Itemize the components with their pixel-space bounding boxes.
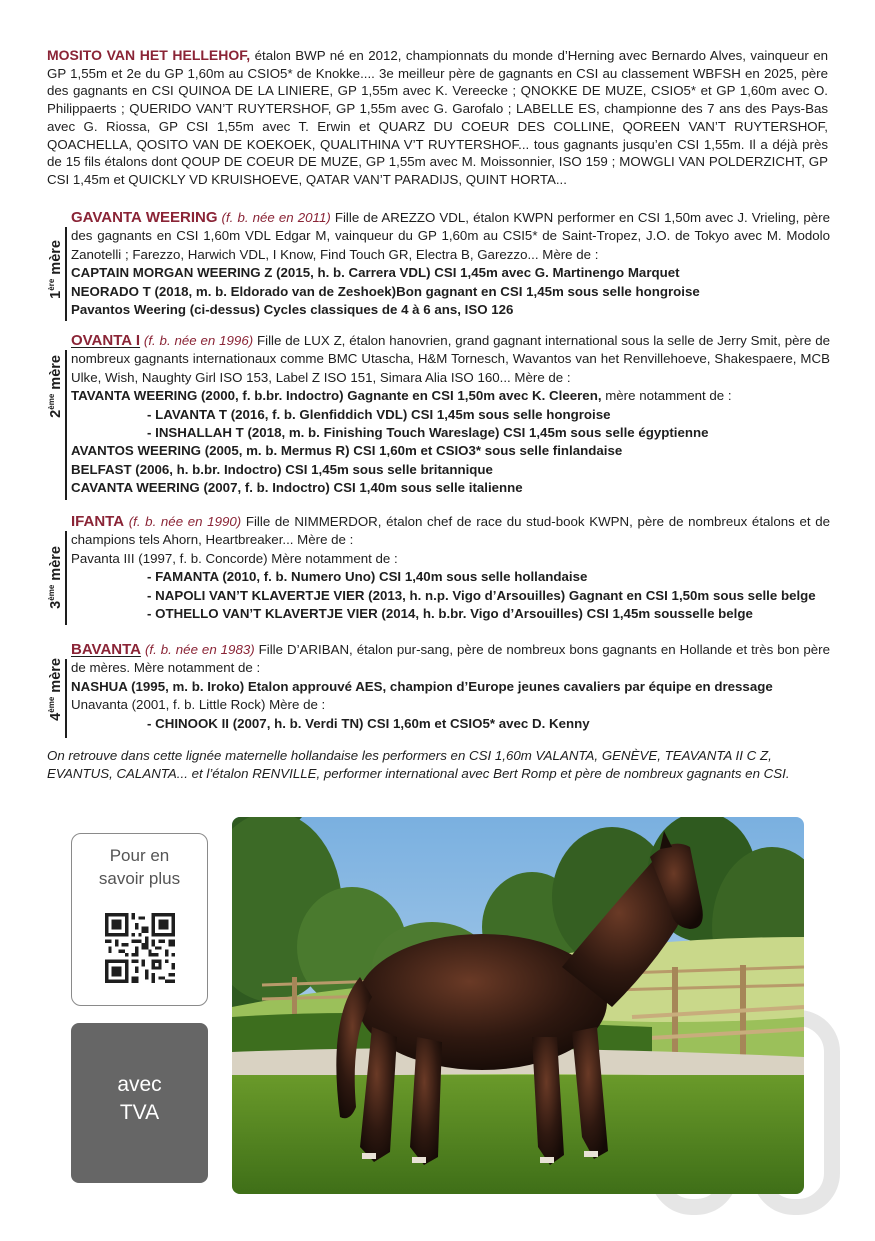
dam-3-progeny-2: - NAPOLI VAN’T KLAVERTJE VIER (2013, h. n.p. Vigo d’Arsouilles) Gagnant en CSI 1,50m sous selle belge <box>147 587 816 603</box>
dam-3-sub: Pavanta III (1997, f. b. Concorde) Mère notamment de : <box>71 550 398 566</box>
sire-paragraph <box>47 47 828 189</box>
more-info-box[interactable] <box>71 833 208 1006</box>
dam-section-2 <box>47 332 830 500</box>
more-info-label: Pour en savoir plus <box>98 846 181 888</box>
dam-2-rank-label: 2ème mère <box>46 354 64 418</box>
dam-3-progeny-1: - FAMANTA (2010, f. b. Numero Uno) CSI 1,40m sous selle hollandaise <box>147 569 588 585</box>
qr-code-icon[interactable] <box>105 913 175 983</box>
dam-3-divider <box>65 531 67 625</box>
dam-4-divider <box>65 659 67 738</box>
dam-section-4 <box>47 641 830 738</box>
sire-name: MOSITO VAN HET HELLEHOF, <box>47 47 251 63</box>
sire-text: étalon BWP né en 2012, championnats du monde d’Herning avec Bernardo Alves, vainqueur en GP 1,55m et 2e du GP 1,60m au CSIO5* de Knokke.... 3e meilleur père de gagnants en CSI au classement WBFSH en 2025, père des gagnants en CSI QUINOA DE LA LINIERE, GP 1,55m avec K. Vereecke ; QNOKKE DE MUZE, CSIO5* et GP 1,60m avec O. Philippaerts ; QUERIDO VAN’T RUYTERSHOF, GP 1,55m avec G. Garofalo ; LABELLE ES, championne des 7 ans des Pays-Bas avec G. Riossa, GP CSI 1,55m avec T. Erwin et QUARZ DU COEUR DES COLLINE, QOREEN VAN’T RUYTERSHOF, QOACHELLA, QOSITO VAN DE KOEKOEK, QUALITHINA V’T RUYTERSHOF... tous gagnants jusqu’en CSI 1,55m. Il a déjà près de 15 fils étalons dont QOUP DE COEUR DE MUZE, GP 1,55m avec M. Moissonnier, ISO 159 ; MOWGLI VAN POLDERZICHT, GP CSI 1,45m et QUICKLY VD KRUISHOEVE, QATAR VAN’T PARADIJS, QUINT HORTA... <box>47 48 828 187</box>
dam-3-progeny-3: - OTHELLO VAN’T KLAVERTJE VIER (2014, h. b.br. Vigo d’Arsouilles) CSI 1,45m sousselle belge <box>147 606 753 622</box>
dam-1-content <box>71 209 830 319</box>
horse-photo <box>232 817 804 1194</box>
dam-1-note: (f. b. née en 2011) <box>217 210 331 225</box>
dam-2-content <box>71 332 830 498</box>
dam-4-content <box>71 641 830 733</box>
dam-section-1 <box>47 209 830 321</box>
dam-4-note: (f. b. née en 1983) <box>141 642 255 657</box>
dam-2-divider <box>65 350 67 500</box>
dam-2-progeny-main: TAVANTA WEERING (2000, f. b.br. Indoctro) Gagnante en CSI 1,50m avec K. Cleeren, <box>71 388 602 404</box>
dam-1-progeny-3: Pavantos Weering (ci-dessus) Cycles classiques de 4 à 6 ans, ISO 126 <box>71 302 514 318</box>
dam-1-progeny-2: NEORADO T (2018, m. b. Eldorado van de Zeshoek)Bon gagnant en CSI 1,45m sous selle hongroise <box>71 283 700 299</box>
dam-1-rank-label: 1ère mère <box>46 239 64 299</box>
dam-4-rank-label: 4ème mère <box>46 658 64 721</box>
dam-2-grandchild-2: - INSHALLAH T (2018, m. b. Finishing Touch Wareslage) CSI 1,45m sous selle égyptienne <box>147 425 709 441</box>
dam-2-progeny-main-tail: mère notamment de : <box>601 388 732 404</box>
dam-4-progeny-1: - CHINOOK II (2007, h. b. Verdi TN) CSI 1,60m et CSIO5* avec D. Kenny <box>147 715 590 731</box>
dam-4-name: BAVANTA <box>71 641 141 658</box>
dam-2-name: OVANTA I <box>71 332 141 349</box>
dam-4-progeny-bold: NASHUA (1995, m. b. Iroko) Etalon approuvé AES, champion d’Europe jeunes cavaliers par équipe en dressage <box>71 678 773 694</box>
tva-label: avec TVA <box>117 1073 162 1124</box>
dam-1-divider <box>65 227 67 321</box>
dam-3-note: (f. b. née en 1990) <box>124 514 242 529</box>
dam-1-progeny-1: CAPTAIN MORGAN WEERING Z (2015, h. b. Carrera VDL) CSI 1,45m avec G. Martinengo Marquet <box>71 265 680 281</box>
dam-section-3 <box>47 513 830 631</box>
dam-2-progeny-1: AVANTOS WEERING (2005, m. b. Mermus R) CSI 1,60m et CSIO3* sous selle finlandaise <box>71 443 623 459</box>
dam-4-sub: Unavanta (2001, f. b. Little Rock) Mère de : <box>71 697 326 713</box>
dam-1-name: GAVANTA WEERING <box>71 209 218 226</box>
dam-3-content <box>71 513 830 623</box>
dam-3-rank-label: 3ème mère <box>46 545 64 609</box>
dam-2-grandchild-1: - LAVANTA T (2016, f. b. Glenfiddich VDL) CSI 1,45m sous selle hongroise <box>147 406 611 422</box>
tva-box <box>71 1023 208 1183</box>
dam-2-note: (f. b. née en 1996) <box>140 333 254 348</box>
dam-1-text: Fille de AREZZO VDL, étalon KWPN performer en CSI 1,50m avec J. Vrieling, père des gagnants en CSI 1,60m VDL Edgar M, vainqueur du GP 1,60m au CSI5* de Saint-Tropez, J.O. de Tokyo avec M. Modolo Zanotelli ; Farezzo, Harwich VDL, I Know, Find Touch GR, Electra B, Garezzo... Mère de : <box>71 210 830 262</box>
horse-photo-illustration <box>232 817 804 1194</box>
dam-4-text: Fille D’ARIBAN, étalon pur-sang, père de nombreux bons gagnants en Hollande et très bon père de mères. Mère notamment de : <box>71 642 830 676</box>
dam-2-progeny-2: BELFAST (2006, h. b.br. Indoctro) CSI 1,45m sous selle britannique <box>71 461 493 477</box>
dam-2-text: Fille de LUX Z, étalon hanovrien, grand gagnant international sous la selle de Jerry Smit, père de nombreux gagnants internationaux comme BMC Utascha, H&M Tornesch, Wavantos van het Renvillehoeve, Shakespaere, MCB Ulke, Wish, Naughty Girl ISO 153, Label Z ISO 151, Simara Alia ISO 160... Mère de : <box>71 333 830 385</box>
dam-3-text: Fille de NIMMERDOR, étalon chef de race du stud-book KWPN, père de nombreux étalons et de champions tels Ahorn, Heartbreaker... Mère de : <box>71 514 830 548</box>
dam-3-name: IFANTA <box>71 513 125 530</box>
dam-2-progeny-3: CAVANTA WEERING (2007, f. b. Indoctro) CSI 1,40m sous selle italienne <box>71 480 523 496</box>
closing-paragraph: On retrouve dans cette lignée maternelle hollandaise les performers en CSI 1,60m VALANTA, GENÈVE, TEAVANTA II C Z, EVANTUS, CALANTA... et l’étalon RENVILLE, performer international avec Bert Romp et père de nombreux gagnants en CSI. <box>47 748 790 781</box>
